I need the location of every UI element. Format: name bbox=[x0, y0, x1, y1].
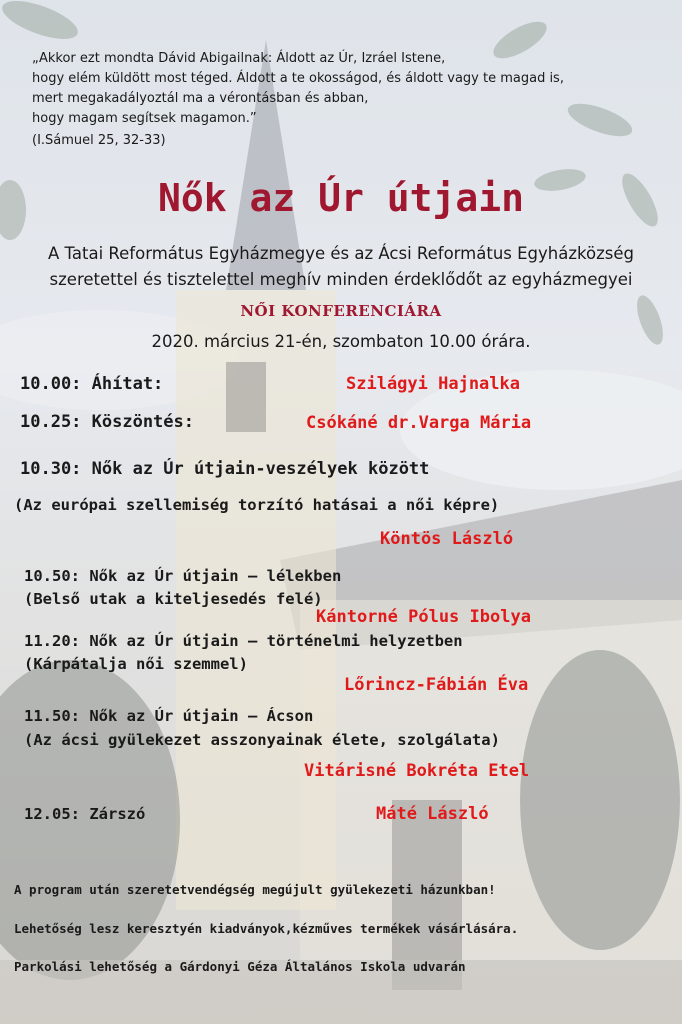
footer-line-1: A program után szeretetvendégség megújult gyülekezeti házunkban! bbox=[14, 882, 496, 897]
quote-line-2: hogy elém küldött most téged. Áldott a te okosságod, és áldott vagy te magad is, bbox=[32, 71, 564, 86]
program-speaker-2: Csókáné dr.Varga Mária bbox=[306, 413, 532, 433]
quote-line-3: mert megakadályoztál ma a vérontásban és abban, bbox=[32, 91, 369, 106]
program-time-2: 10.25: Köszöntés: bbox=[20, 412, 194, 432]
program-speaker-1: Szilágyi Hajnalka bbox=[346, 374, 520, 394]
quote-line-1: „Akkor ezt mondta Dávid Abigailnak: Áldott az Úr, Izráel Istene, bbox=[32, 51, 446, 66]
intro-line-1: A Tatai Református Egyházmegye és az Ácsi Református Egyházközség bbox=[48, 244, 634, 263]
footer-line-2: Lehetőség lesz keresztyén kiadványok,kézműves termékek vásárlására. bbox=[14, 921, 519, 936]
program-speaker-4: Kántorné Pólus Ibolya bbox=[316, 607, 531, 627]
program-speaker-7: Máté László bbox=[376, 804, 489, 824]
program-speaker-3: Köntös László bbox=[380, 529, 514, 549]
program-sub-6: (Az ácsi gyülekezet asszonyainak élete, szolgálata) bbox=[24, 731, 500, 749]
program-speaker-5: Lőrincz-Fábián Éva bbox=[344, 675, 529, 695]
program-sub-4: (Belső utak a kiteljesedés felé) bbox=[24, 590, 323, 608]
quote-reference: (I.Sámuel 25, 32-33) bbox=[32, 133, 166, 148]
program-time-3: 10.30: Nők az Úr útjain-veszélyek között bbox=[20, 459, 430, 479]
program-time-5: 11.20: Nők az Úr útjain – történelmi helyzetben bbox=[24, 632, 463, 650]
intro-line-2: szeretettel és tisztelettel meghív minden érdeklődőt az egyházmegyei bbox=[49, 270, 633, 289]
poster-title: Nők az Úr útjain bbox=[157, 176, 525, 220]
quote-line-4: hogy magam segítsek magamon.” bbox=[32, 111, 257, 126]
program-time-6: 11.50: Nők az Úr útjain – Ácson bbox=[24, 707, 314, 725]
event-date: 2020. március 21-én, szombaton 10.00 órára. bbox=[151, 332, 531, 351]
program-time-7: 12.05: Zárszó bbox=[24, 805, 146, 823]
program-time-1: 10.00: Áhítat: bbox=[20, 374, 164, 394]
conference-label: NŐI KONFERENCIÁRA bbox=[240, 302, 442, 320]
program-time-4: 10.50: Nők az Úr útjain – lélekben bbox=[24, 567, 342, 585]
program-sub-3: (Az európai szellemiség torzító hatásai a női képre) bbox=[14, 496, 500, 514]
program-sub-5: (Kárpátalja női szemmel) bbox=[24, 655, 248, 673]
program-speaker-6: Vitárisné Bokréta Etel bbox=[304, 761, 530, 781]
footer-line-3: Parkolási lehetőség a Gárdonyi Géza Általános Iskola udvarán bbox=[14, 959, 466, 974]
